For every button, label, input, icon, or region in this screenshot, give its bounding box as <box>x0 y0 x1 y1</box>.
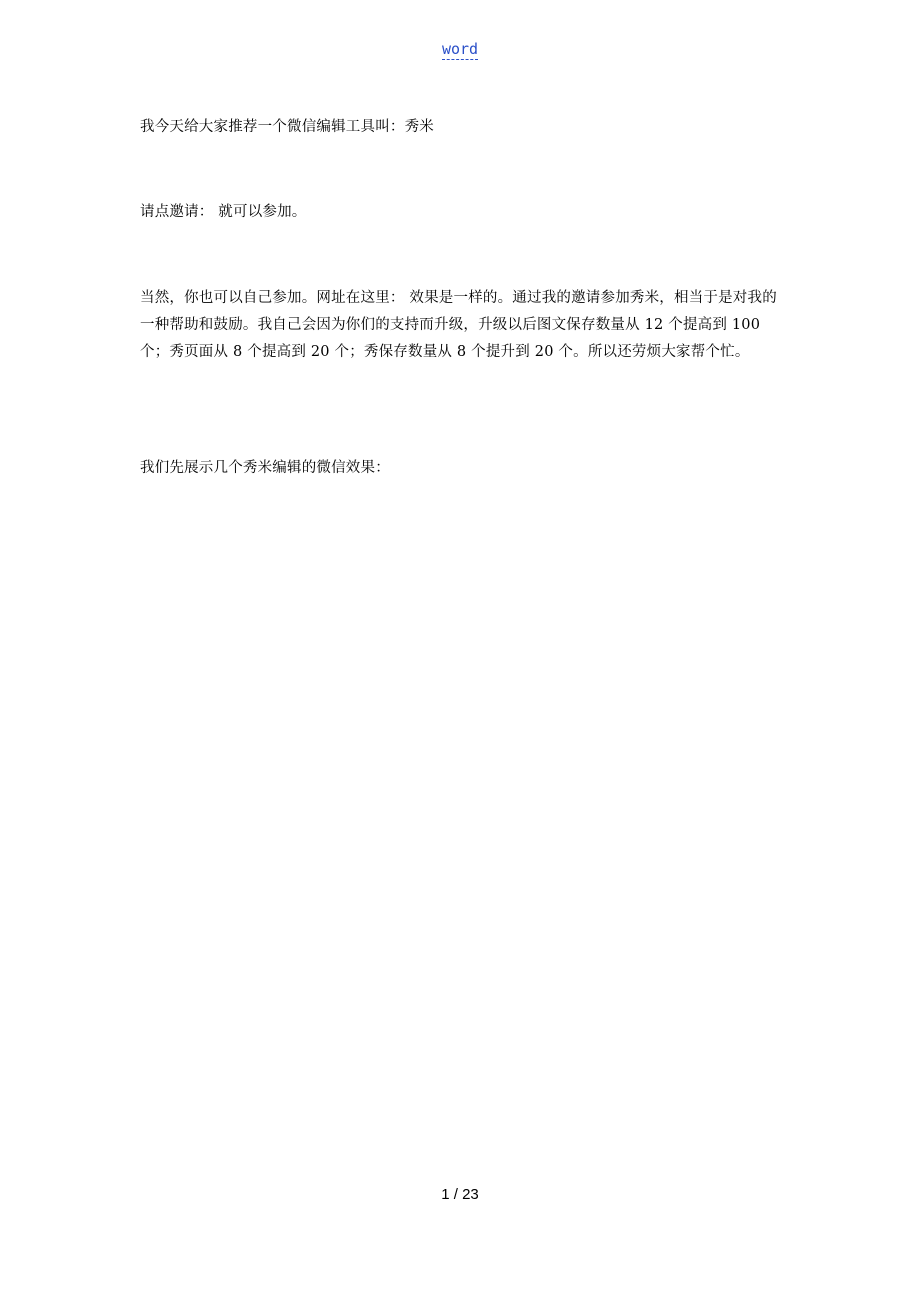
intro-paragraph: 我今天给大家推荐一个微信编辑工具叫：秀米 <box>140 119 434 135</box>
invite-paragraph: 请点邀请： 就可以参加。 <box>140 204 307 220</box>
page-header <box>0 40 920 58</box>
page-number: 1 / 23 <box>441 1186 479 1203</box>
details-paragraph: 当然，你也可以自己参加。网址在这里： 效果是一样的。通过我的邀请参加秀米，相当于是对我的一种帮助和鼓励。我自己会因为你们的支持而升级，升级以后图文保存数量从 12 个提高到 100 个；秀页面从 8 个提高到 20 个；秀保存数量从 8 个提升到 20 个。所以还劳烦大家帮个忙。 <box>140 290 777 360</box>
header-word-link[interactable]: word <box>441 40 479 58</box>
showcase-paragraph: 我们先展示几个秀米编辑的微信效果： <box>140 460 390 476</box>
